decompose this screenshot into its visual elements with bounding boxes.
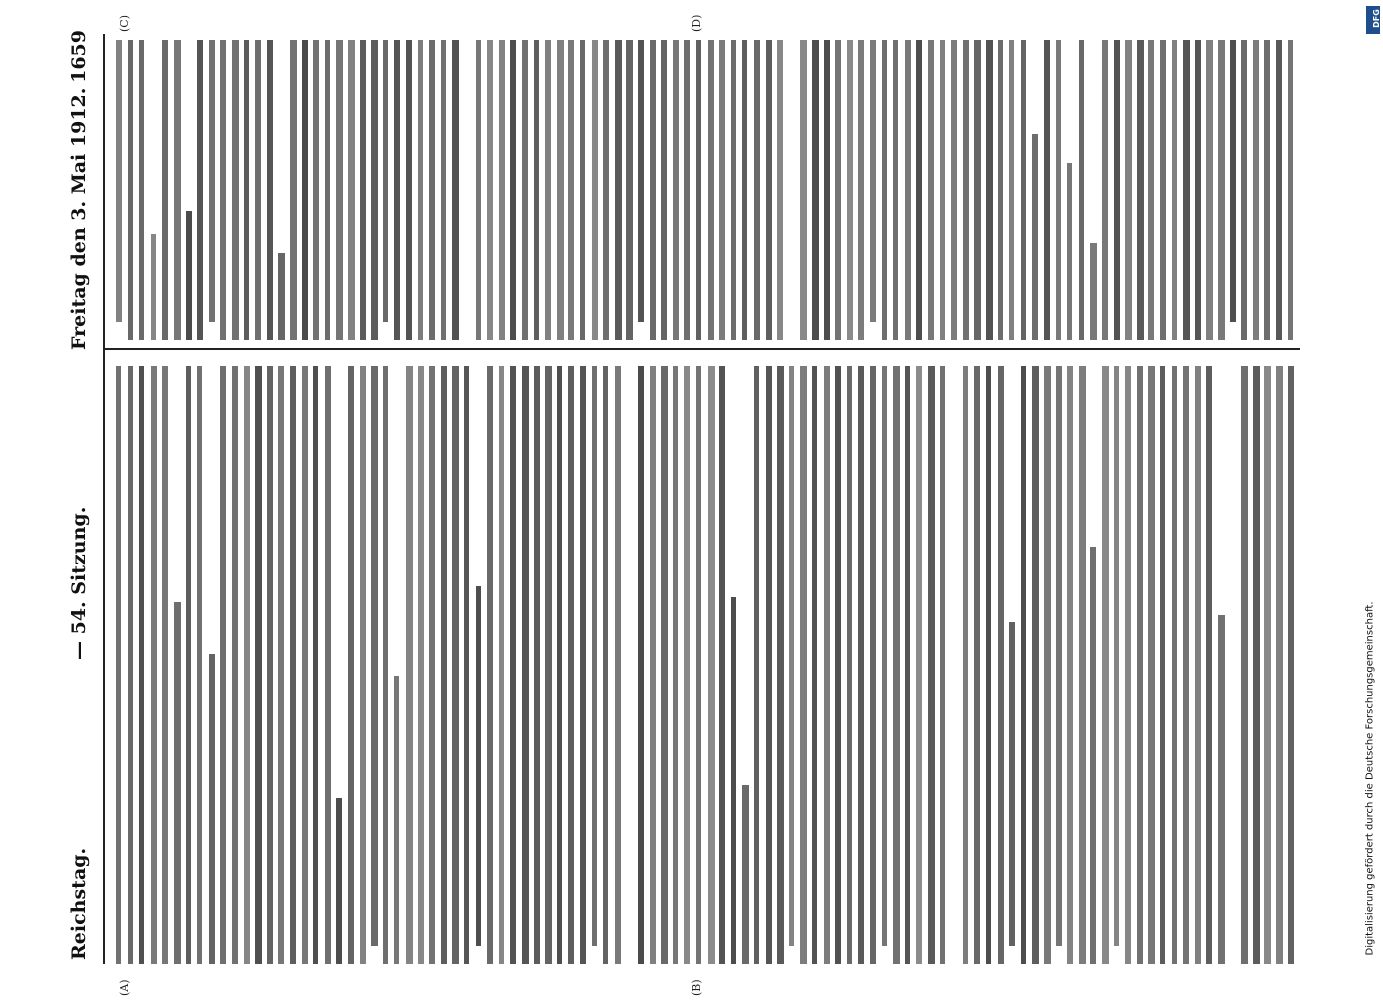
text-line (1241, 40, 1247, 340)
text-line (696, 366, 701, 964)
margin-letter-c: (C) (118, 15, 131, 32)
text-line (835, 40, 841, 340)
text-line (1067, 163, 1072, 340)
text-line (1288, 366, 1295, 964)
text-line (974, 40, 981, 340)
text-line (661, 40, 667, 340)
header-left (68, 360, 102, 960)
column-left (112, 366, 1302, 964)
text-line (302, 40, 309, 340)
text-line (1148, 40, 1154, 340)
text-line (835, 366, 841, 964)
text-line (267, 366, 273, 964)
text-line (684, 366, 690, 964)
text-line (812, 366, 817, 964)
text-line (1195, 366, 1201, 964)
text-line (418, 366, 424, 964)
text-line (1102, 366, 1109, 964)
text-line (220, 40, 225, 340)
text-line (1160, 40, 1166, 340)
text-line (800, 366, 807, 964)
text-line (1032, 366, 1039, 964)
text-line (998, 366, 1005, 964)
text-line (719, 40, 725, 340)
text-line (1218, 615, 1225, 964)
text-line (1125, 366, 1131, 964)
text-line (568, 40, 574, 340)
text-line (812, 40, 819, 340)
dfg-logo: DFG (1366, 6, 1380, 34)
text-line (777, 40, 783, 340)
text-line (1253, 366, 1260, 964)
text-line (1067, 366, 1073, 964)
text-line (232, 366, 238, 964)
text-line (858, 366, 864, 964)
text-line (905, 366, 910, 964)
text-line (348, 40, 355, 340)
text-line (290, 40, 297, 340)
text-line (371, 40, 378, 340)
text-line (510, 40, 516, 340)
text-line (244, 366, 250, 964)
header-right (68, 30, 102, 350)
text-line (1183, 40, 1190, 340)
text-line (1090, 243, 1097, 340)
text-line (708, 40, 714, 340)
text-line (742, 40, 747, 340)
text-line (1056, 40, 1061, 340)
text-line (1288, 40, 1293, 340)
column-right (112, 40, 1302, 340)
text-line (940, 366, 945, 964)
text-line (487, 366, 493, 964)
text-line (186, 366, 192, 964)
text-line (766, 366, 772, 964)
text-line (441, 40, 446, 340)
text-line (464, 366, 469, 964)
text-line (116, 40, 122, 322)
text-line (754, 366, 759, 964)
text-line (1172, 40, 1178, 340)
text-line (731, 597, 737, 964)
text-line (197, 40, 203, 340)
text-line (870, 366, 876, 964)
text-line (754, 40, 760, 340)
text-line (336, 40, 343, 340)
text-line (1264, 40, 1270, 340)
text-line (905, 40, 911, 340)
text-line (824, 366, 830, 964)
text-line (209, 40, 216, 322)
session-label: — 54. Sitzung. (68, 506, 90, 660)
text-line (232, 40, 239, 340)
text-line (545, 40, 551, 340)
text-line (882, 40, 888, 340)
text-line (928, 366, 935, 964)
text-line (928, 40, 934, 340)
text-line (1125, 40, 1132, 340)
text-line (383, 366, 388, 964)
text-line (684, 40, 690, 340)
text-line (893, 366, 900, 964)
text-line (650, 40, 657, 340)
text-line (916, 366, 921, 964)
text-line (858, 40, 864, 340)
publication-title: Reichstag. (68, 847, 90, 960)
text-line (394, 676, 399, 964)
text-line (476, 40, 481, 340)
text-line (1021, 40, 1026, 340)
text-line (708, 366, 715, 964)
text-line (452, 40, 459, 340)
text-line (348, 366, 354, 964)
text-line (1021, 366, 1026, 964)
text-line (302, 366, 309, 964)
text-line (1137, 40, 1144, 340)
text-line (592, 40, 599, 340)
text-line (1114, 366, 1119, 946)
text-line (429, 366, 435, 964)
text-line (557, 366, 562, 964)
text-line (220, 366, 226, 964)
text-line (522, 366, 529, 964)
text-line (325, 40, 330, 340)
text-line (940, 40, 946, 340)
text-line (441, 366, 447, 964)
text-line (151, 234, 157, 340)
text-line (1090, 547, 1095, 964)
text-line (406, 366, 413, 964)
text-line (638, 40, 644, 322)
text-line (139, 366, 144, 964)
margin-letter-d: (D) (690, 14, 703, 32)
text-line (394, 40, 399, 340)
text-line (487, 40, 493, 340)
text-line (534, 366, 540, 964)
text-line (650, 366, 656, 964)
text-line (1102, 40, 1108, 340)
text-line (1206, 366, 1212, 964)
text-line (1276, 366, 1283, 964)
text-line (360, 40, 367, 340)
text-line (951, 40, 957, 340)
text-line (522, 40, 528, 340)
text-line (731, 40, 736, 340)
text-line (209, 654, 215, 964)
text-line (580, 40, 585, 340)
text-line (174, 602, 181, 964)
text-line (777, 366, 784, 964)
text-line (963, 40, 969, 340)
text-line (429, 40, 435, 340)
text-line (789, 366, 794, 946)
text-line (916, 40, 921, 340)
text-line (673, 366, 678, 964)
text-line (893, 40, 898, 340)
text-line (1056, 366, 1062, 946)
text-line (1009, 622, 1015, 946)
text-line (406, 40, 412, 340)
text-line (824, 40, 831, 340)
header-rule (103, 34, 105, 964)
issue-date: Freitag den 3. Mai 1912. (68, 87, 90, 350)
text-line (870, 40, 876, 322)
text-line (603, 40, 608, 340)
text-line (1253, 40, 1259, 340)
text-line (1009, 40, 1014, 340)
text-line (557, 40, 564, 340)
text-line (766, 40, 772, 340)
text-line (452, 366, 458, 964)
text-line (615, 366, 621, 964)
text-line (244, 40, 249, 340)
text-line (1079, 40, 1084, 340)
column-divider (105, 348, 1300, 350)
text-line (128, 40, 134, 340)
text-line (719, 366, 725, 964)
text-line (336, 798, 341, 964)
text-line (1218, 40, 1225, 340)
margin-letter-a: (A) (118, 979, 131, 996)
text-line (1137, 366, 1144, 964)
text-line (534, 40, 540, 340)
text-line (162, 40, 168, 340)
text-line (383, 40, 389, 322)
text-line (1276, 40, 1282, 340)
text-line (1230, 40, 1236, 322)
text-line (139, 40, 144, 340)
text-line (1032, 134, 1037, 340)
text-line (742, 785, 749, 964)
text-line (255, 366, 262, 964)
text-line (313, 40, 319, 340)
text-line (1172, 366, 1178, 964)
text-line (371, 366, 378, 946)
text-line (313, 366, 318, 964)
text-line (418, 40, 423, 340)
text-line (197, 366, 202, 964)
text-line (510, 366, 516, 964)
text-line (661, 366, 668, 964)
text-line (1079, 366, 1086, 964)
text-line (638, 366, 644, 964)
text-line (847, 366, 853, 964)
text-line (278, 366, 284, 964)
text-line (580, 366, 586, 964)
text-line (673, 40, 679, 340)
text-line (615, 40, 622, 340)
text-line (1206, 40, 1213, 340)
text-line (476, 586, 482, 946)
text-line (255, 40, 261, 340)
text-line (603, 366, 608, 964)
page-number: 1659 (68, 30, 90, 83)
text-line (1114, 40, 1120, 340)
text-line (128, 366, 134, 964)
text-line (1148, 366, 1154, 964)
text-line (1160, 366, 1165, 964)
text-line (568, 366, 574, 964)
text-line (592, 366, 598, 946)
text-line (696, 40, 701, 340)
text-line (963, 366, 969, 964)
digitization-credit: Digitalisierung gefördert durch die Deutsche Forschungsgemeinschaft. (1364, 601, 1376, 956)
text-line (1044, 366, 1051, 964)
text-line (186, 211, 192, 340)
text-line (1264, 366, 1270, 964)
text-line (986, 366, 991, 964)
text-line (1241, 366, 1248, 964)
text-line (499, 366, 505, 964)
text-line (998, 40, 1004, 340)
text-line (267, 40, 274, 340)
text-line (986, 40, 993, 340)
text-line (1183, 366, 1189, 964)
text-line (278, 253, 285, 340)
text-line (360, 366, 367, 964)
text-line (325, 366, 331, 964)
text-line (626, 40, 632, 340)
text-line (116, 366, 121, 964)
text-line (151, 366, 157, 964)
text-line (290, 366, 296, 964)
text-line (174, 40, 181, 340)
text-line (1195, 40, 1201, 340)
text-line (499, 40, 505, 340)
text-line (800, 40, 807, 340)
text-line (545, 366, 552, 964)
text-line (1044, 40, 1050, 340)
margin-letter-b: (B) (690, 979, 703, 996)
text-line (162, 366, 168, 964)
text-line (974, 366, 979, 964)
text-line (882, 366, 887, 946)
text-line (847, 40, 853, 340)
